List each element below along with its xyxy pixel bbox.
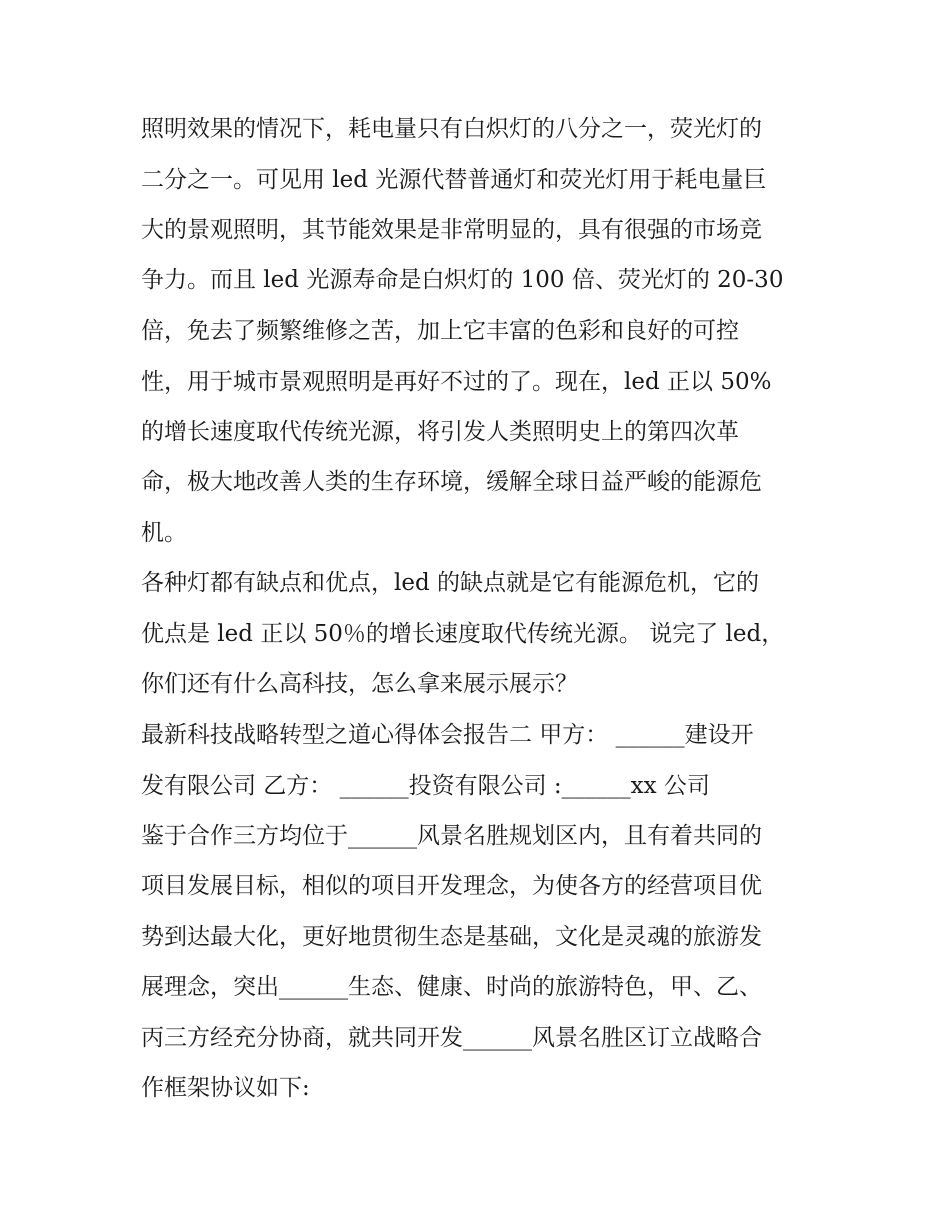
paragraph-line: 作框架协议如下: xyxy=(141,1075,310,1101)
paragraph-line: 的增长速度取代传统光源，将引发人类照明史上的第四次革 xyxy=(141,419,739,445)
paragraph-line: 倍，免去了频繁维修之苦，加上它丰富的色彩和良好的可控 xyxy=(141,318,739,344)
paragraph-line: 机。 xyxy=(141,520,187,546)
paragraph-line: 鉴于合作三方均位于______风景名胜规划区内，且有着共同的 xyxy=(141,823,762,849)
paragraph-line: 势到达最大化，更好地贯彻生态是基础，文化是灵魂的旅游发 xyxy=(141,924,762,950)
paragraph-line: 你们还有什么高科技，怎么拿来展示展示？ xyxy=(141,671,578,697)
paragraph-line: 各种灯都有缺点和优点，led 的缺点就是它有能源危机，它的 xyxy=(141,570,760,596)
paragraph-line: 丙三方经充分协商，就共同开发______风景名胜区订立战略合 xyxy=(141,1025,762,1051)
paragraph-line: 发有限公司 乙方： ______投资有限公司 :______xx 公司 xyxy=(141,773,710,799)
paragraph-line: 命，极大地改善人类的生存环境，缓解全球日益严峻的能源危 xyxy=(141,469,762,495)
paragraph-line: 二分之一。可见用 led 光源代替普通灯和荧光灯用于耗电量巨 xyxy=(141,167,767,193)
paragraph-line: 大的景观照明，其节能效果是非常明显的，具有很强的市场竞 xyxy=(141,217,762,243)
paragraph-line: 争力。而且 led 光源寿命是白炽灯的 100 倍、荧光灯的 20-30 xyxy=(141,267,784,293)
paragraph-line: 展理念，突出______生态、健康、时尚的旅游特色，甲、乙、 xyxy=(141,974,762,1000)
paragraph-line: 最新科技战略转型之道心得体会报告二 甲方： ______建设开 xyxy=(141,722,754,748)
paragraph-line: 优点是 led 正以 50％的增长速度取代传统光源。 说完了 led， xyxy=(141,621,785,647)
paragraph-line: 照明效果的情况下，耗电量只有白炽灯的八分之一，荧光灯的 xyxy=(141,116,762,142)
paragraph-line: 性，用于城市景观照明是再好不过的了。现在，led 正以 50% xyxy=(141,369,772,395)
paragraph-line: 项目发展目标，相似的项目开发理念，为使各方的经营项目优 xyxy=(141,873,762,899)
